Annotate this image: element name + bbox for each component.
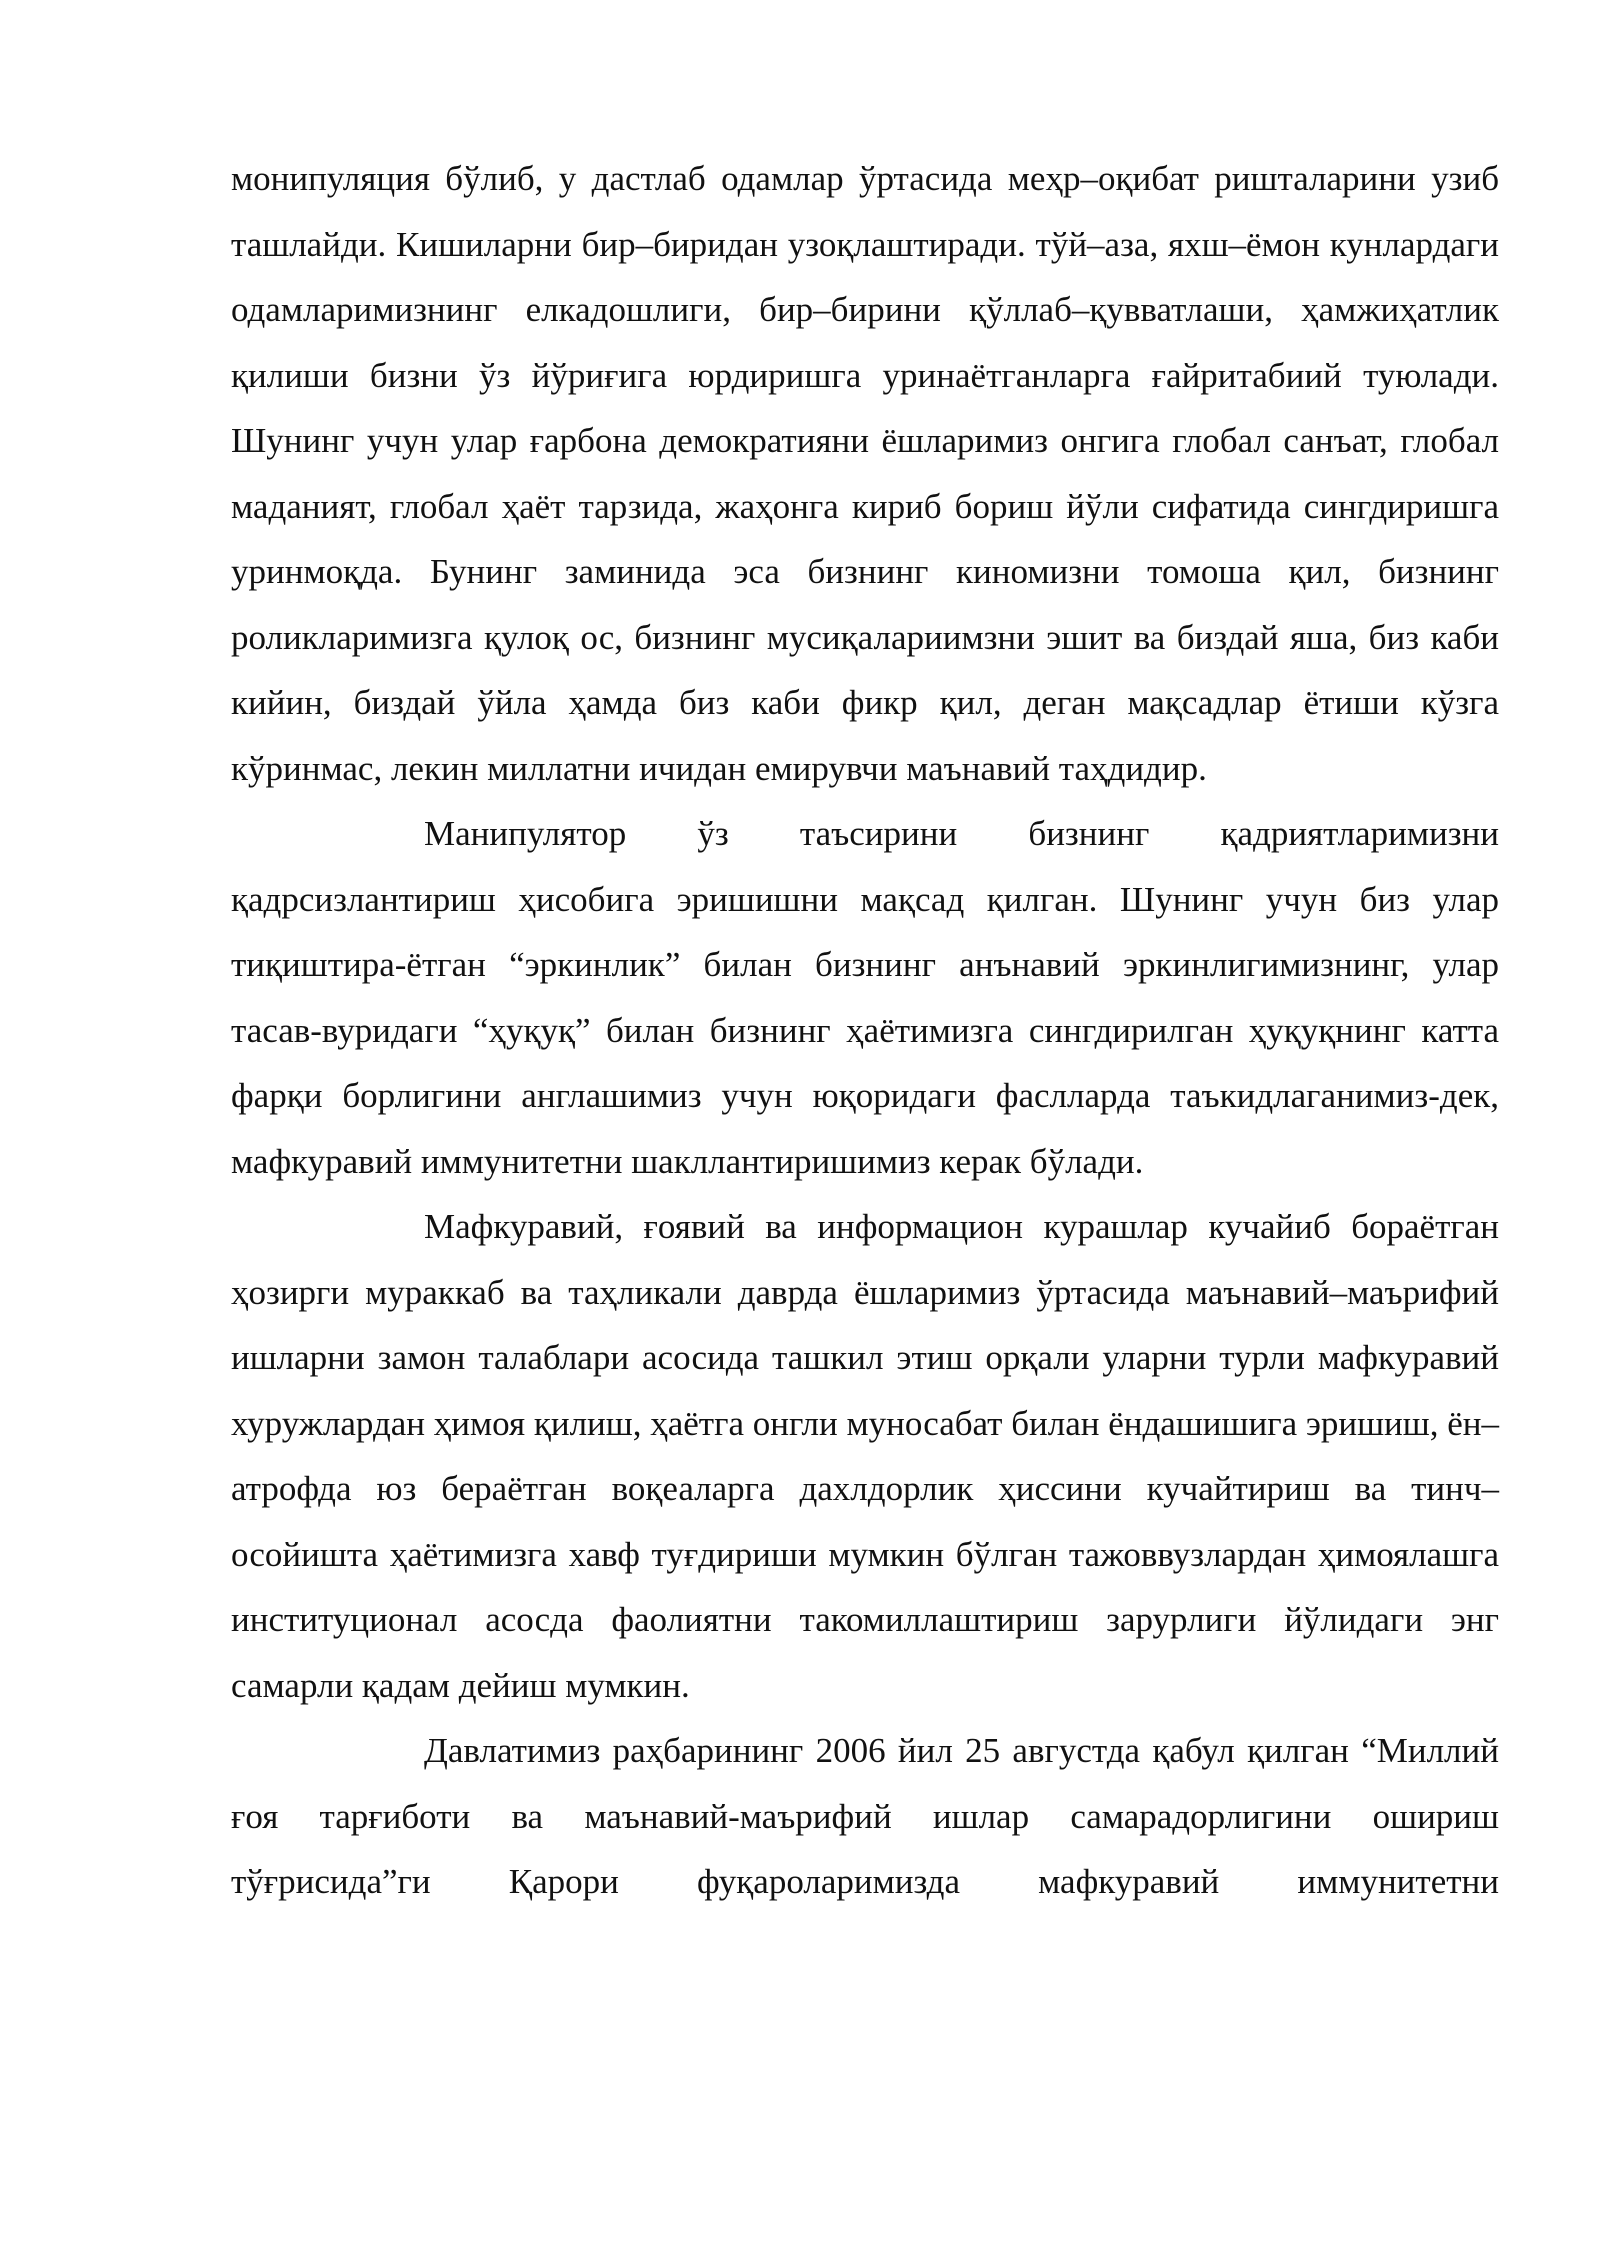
- paragraph-4: Давлатимиз раҳбарининг 2006 йил 25 августда қабул қилган “Миллий ғоя тарғиботи ва маънавий-маърифий ишлар самарадорлигини ошириш тўғрисида”ги Қарори фуқароларимизда мафкуравий иммунитетни: [231, 1731, 1499, 1901]
- paragraph-3: Мафкуравий, ғоявий ва информацион курашлар кучайиб бораётган ҳозирги мураккаб ва таҳликали даврда ёшларимиз ўртасида маънавий–маърифий ишларни замон талаблари асосида ташкил этиш орқали уларни турли мафкуравий хуружлардан ҳимоя қилиш, ҳаётга онгли муносабат билан ёндашишига эришиш, ён–атрофда юз бераётган воқеаларга дахлдорлик ҳиссини кучайтириш ва тинч–осойишта ҳаётимизга хавф туғдириши мумкин бўлган тажоввузлардан ҳимоялашга институционал асосда фаолиятни такомиллаштириш зарурлиги йўлидаги энг самарли қадам дейиш мумкин.: [231, 1207, 1499, 1705]
- paragraph-2: Манипулятор ўз таъсирини бизнинг қадриятларимизни қадрсизлантириш ҳисобига эришишни мақсад қилган. Шунинг учун биз улар тиқиштира-ётган “эркинлик” билан бизнинг анънавий эркинлигимизнинг, улар тасав-вуридаги “ҳуқуқ” билан бизнинг ҳаётимизга сингдирилган ҳуқуқнинг катта фарқи борлигини англашимиз учун юқоридаги фаслларда таъкидлаганимиз-дек, мафкуравий иммунитетни шакллантиришимиз керак бўлади.: [231, 814, 1499, 1181]
- paragraph-1: монипуляция бўлиб, у дастлаб одамлар ўртасида меҳр–оқибат ришталарини узиб ташлайди. Кишиларни бир–биридан узоқлаштиради. тўй–аза, яхш–ёмон кунлардаги одамларимизнинг елкадошлиги, бир–бирини қўллаб–қувватлаши, ҳамжиҳатлик қилиши бизни ўз йўриғига юрдиришга уринаётганларга ғайритабиий туюлади. Шунинг учун улар ғарбона демократияни ёшларимиз онгига глобал санъат, глобал маданият, глобал ҳаёт тарзида, жаҳонга кириб бориш йўли сифатида сингдиришга уринмоқда. Бунинг заминида эса бизнинг киномизни томоша қил, бизнинг роликларимизга қулоқ ос, бизнинг мусиқалариимзни эшит ва биздай яша, биз каби кийин, биздай ўйла ҳамда биз каби фикр қил, деган мақсадлар ётиши кўзга кўринмас, лекин миллатни ичидан емирувчи маънавий таҳдидир.: [231, 159, 1499, 788]
- document-body: [231, 146, 1499, 1915]
